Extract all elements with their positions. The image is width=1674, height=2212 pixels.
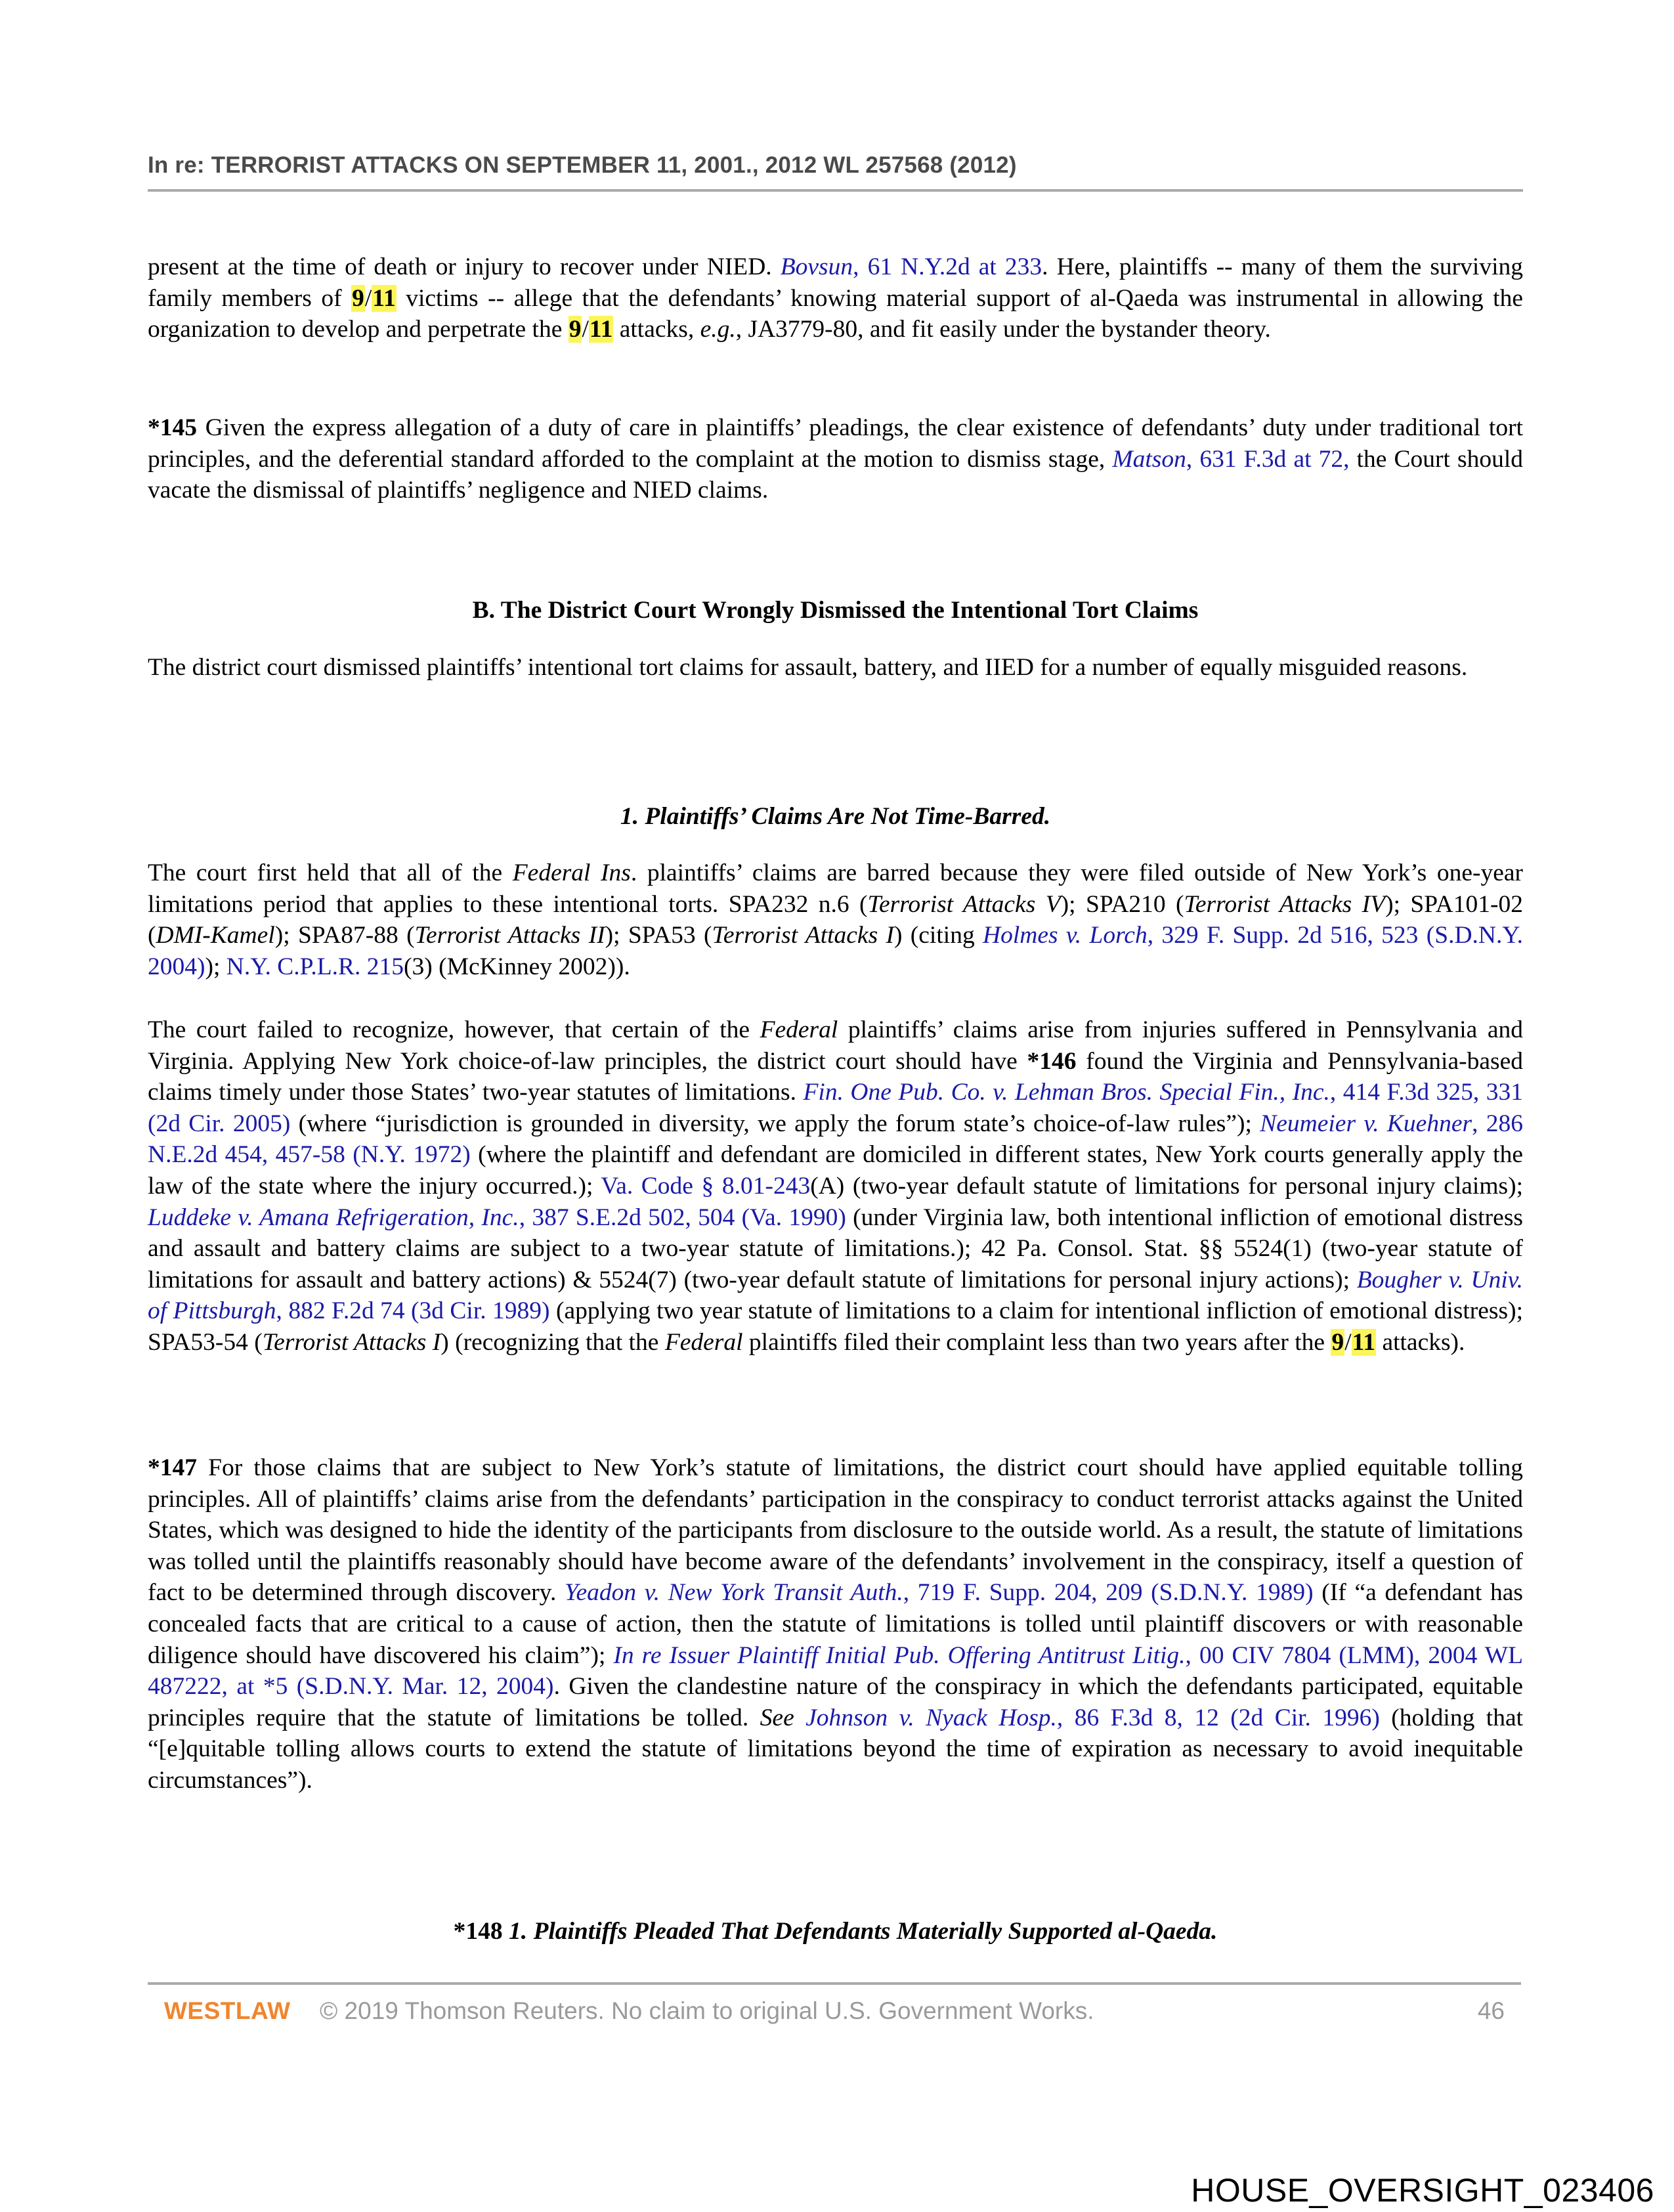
page-number: 46	[1477, 1997, 1505, 2024]
citation-link-bougher[interactable]: Bougher v. Univ. of Pittsburgh, 882 F.2d 74 (3d Cir. 1989)	[148, 1266, 1523, 1325]
citation-link-holmes[interactable]: Holmes v. Lorch, 329 F. Supp. 2d 516, 523 (S.D.N.Y. 2004)	[148, 922, 1523, 980]
text: , JA3779-80, and fit easily under the bystander theory.	[735, 316, 1271, 343]
text: victims -- allege that the defendants’ knowing material support of al-Qaeda was instrumental in allowing the organization to develop and perpetrate the	[148, 284, 1523, 343]
citation-link-in-re-issuer[interactable]: In re Issuer Plaintiff Initial Pub. Offering Antitrust Litig., 00 CIV 7804 (LMM), 2004 WL 487222, at *5 (S.D.N.Y. Mar. 12, 2004)	[148, 1641, 1523, 1701]
citation-link-matson[interactable]: Matson, 631 F.3d at 72,	[1112, 445, 1350, 473]
citation-link-va-code[interactable]: Va. Code § 8.01-243	[601, 1172, 811, 1200]
paragraph-145	[148, 412, 1523, 506]
citation-link-bovsun[interactable]: Bovsun, 61 N.Y.2d at 233	[780, 253, 1042, 280]
page-footer	[148, 1995, 1521, 2028]
search-highlight: 9	[352, 284, 364, 312]
paragraph-choice-of-law: The court failed to recognize, however, that certain of the Federal plaintiffs’ claims arise from injuries suffered in Pennsylvania and Virginia. Applying New York choice-of-law principles, the district court should have *146 found the Virginia and Pennsylvania-based claims timely under those States’ two-year statutes of limitations. Fin. One Pub. Co. v. Lehman Bros. Special Fin., Inc., 414 F.3d 325, 331 (2d Cir. 2005) (where “jurisdiction is grounded in diversity, we apply the forum state’s choice-of-law rules”); Neumeier v. Kuehner, 286 N.E.2d 454, 457-58 (N.Y. 1972) (where the plaintiff and defendant are domiciled in different states, New York courts generally apply the law of the state where the injury occurred.); Va. Code § 8.01-243(A) (two-year default statute of limitations for personal injury claims); Luddeke v. Amana Refrigeration, Inc., 387 S.E.2d 502, 504 (Va. 1990) (under Virginia law, both intentional infliction of emotional distress and assault and battery claims are subject to a two-year statute of limitations.); 42 Pa. Consol. Stat. §§ 5524(1) (two-year statute of limitations for assault and battery actions) & 5524(7) (two-year default statute of limitations for personal injury actions); Bougher v. Univ. of Pittsburgh, 882 F.2d 74 (3d Cir. 1989) (applying two year statute of limitations to a claim for intentional infliction of emotional distress); SPA53-54 (Terrorist Attacks I) (recognizing that the Federal plaintiffs filed their complaint less than two years after the 9/11 attacks).	[148, 1016, 1524, 1356]
text: . Here, plaintiffs -- many of them the surviving family members of	[148, 253, 1523, 312]
citation-link-fin-one[interactable]: Fin. One Pub. Co. v. Lehman Bros. Special Fin., Inc., 414 F.3d 325, 331 (2d Cir. 2005)	[148, 1079, 1523, 1137]
citation-link-yeadon[interactable]: Yeadon v. New York Transit Auth., 719 F. Supp. 204, 209 (S.D.N.Y. 1989)	[565, 1579, 1314, 1607]
text: the Court should vacate the dismissal of plaintiffs’ negligence and NIED claims.	[148, 445, 1523, 504]
text: present at the time of death or injury to recover under NIED.	[148, 253, 781, 280]
search-highlight: 9	[569, 316, 582, 343]
citation-link-neumeier[interactable]: Neumeier v. Kuehner, 286 N.E.2d 454, 457-58 (N.Y. 1972)	[148, 1110, 1524, 1169]
running-header-title: In re: TERRORIST ATTACKS ON SEPTEMBER 11, 2001., 2012 WL 257568 (2012)	[148, 152, 1017, 178]
header-divider	[148, 189, 1523, 192]
star-page-marker: *146	[1027, 1047, 1077, 1075]
westlaw-logo: WESTLAW	[164, 1997, 291, 2024]
star-page-marker: *147	[148, 1454, 197, 1481]
search-highlight: 11	[1352, 1328, 1376, 1356]
paragraph-limitations: The court first held that all of the Federal Ins. plaintiffs’ claims are barred because they were filed outside of New York’s one-year limitations period that applies to these intentional torts. SPA232 n.6 (Terrorist Attacks V); SPA210 (Terrorist Attacks IV); SPA101-02 (DMI-Kamel); SPA87-88 (Terrorist Attacks II); SPA53 (Terrorist Attacks I) (citing Holmes v. Lorch, 329 F. Supp. 2d 516, 523 (S.D.N.Y. 2004)); N.Y. C.P.L.R. 215(3) (McKinney 2002)).	[148, 859, 1523, 980]
copyright-notice: © 2019 Thomson Reuters. No claim to original U.S. Government Works.	[320, 1997, 1094, 2024]
search-highlight: 9	[1331, 1328, 1344, 1356]
text: attacks,	[613, 316, 700, 343]
bates-number: HOUSE_OVERSIGHT_023406	[1191, 2172, 1654, 2209]
footer-divider	[148, 1982, 1521, 1985]
text-italic: e.g.	[700, 316, 736, 343]
paragraph-intentional-torts-intro: The district court dismissed plaintiffs’ intentional tort claims for assault, battery, and IIED for a number of equally misguided reasons.	[148, 654, 1468, 681]
citation-link-johnson[interactable]: Johnson v. Nyack Hosp., 86 F.3d 8, 12 (2d Cir. 1996)	[805, 1704, 1380, 1731]
subsection-heading-material-support: *148 1. Plaintiffs Pleaded That Defendants Materially Supported al-Qaeda.	[453, 1918, 1218, 1945]
citation-link-luddeke[interactable]: Luddeke v. Amana Refrigeration, Inc., 387 S.E.2d 502, 504 (Va. 1990)	[148, 1204, 846, 1231]
star-page-marker: *148	[453, 1918, 503, 1945]
paragraph-147-equitable-tolling: *147 For those claims that are subject to New York’s statute of limitations, the district court should have applied equitable tolling principles. All of plaintiffs’ claims arise from the defendants’ participation in the conspiracy to conduct terrorist attacks against the United States, which was designed to hide the identity of the participants from disclosure to the outside world. As a result, the statute of limitations was tolled until the plaintiffs reasonably should have become aware of the defendants’ involvement in the conspiracy, itself a question of fact to be determined through discovery. Yeadon v. New York Transit Auth., 719 F. Supp. 204, 209 (S.D.N.Y. 1989) (If “a defendant has concealed facts that are critical to a cause of action, then the statute of limitations is tolled until plaintiff discovers or with reasonable diligence should have discovered his claim”); In re Issuer Plaintiff Initial Pub. Offering Antitrust Litig., 00 CIV 7804 (LMM), 2004 WL 487222, at *5 (S.D.N.Y. Mar. 12, 2004). Given the clandestine nature of the conspiracy in which the defendants participated, equitable principles require that the statute of limitations be tolled. See Johnson v. Nyack Hosp., 86 F.3d 8, 12 (2d Cir. 1996) (holding that “[e]quitable tolling allows courts to extend the statute of limitations beyond the time of expiration as necessary to avoid inequitable circumstances”).	[148, 1454, 1524, 1794]
search-highlight: 11	[589, 316, 613, 343]
subsection-heading-time-barred: 1. Plaintiffs’ Claims Are Not Time-Barred.	[620, 803, 1051, 830]
search-highlight: 11	[372, 284, 396, 312]
text: Given the express allegation of a duty of care in plaintiffs’ pleadings, the clear existence of defendants’ duty under traditional tort principles, and the deferential standard afforded to the complaint at the motion to dismiss stage,	[148, 414, 1523, 473]
citation-link-cplr-215[interactable]: N.Y. C.P.L.R. 215	[226, 953, 404, 980]
section-heading-b: B. The District Court Wrongly Dismissed the Intentional Tort Claims	[472, 597, 1199, 624]
paragraph-bystander: present at the time of death or injury to recover under NIED. Bovsun, 61 N.Y.2d at 233. Here, plaintiffs -- many of them the surviving family members of 9/11 victims -- allege that the defendants’ knowing material support of al-Qaeda was instrumental in allowing the organization to develop and perpetrate the 9/11 attacks, e.g., JA3779-80, and fit easily under the bystander theory.	[148, 253, 1523, 343]
star-page-marker: *145	[148, 414, 197, 441]
